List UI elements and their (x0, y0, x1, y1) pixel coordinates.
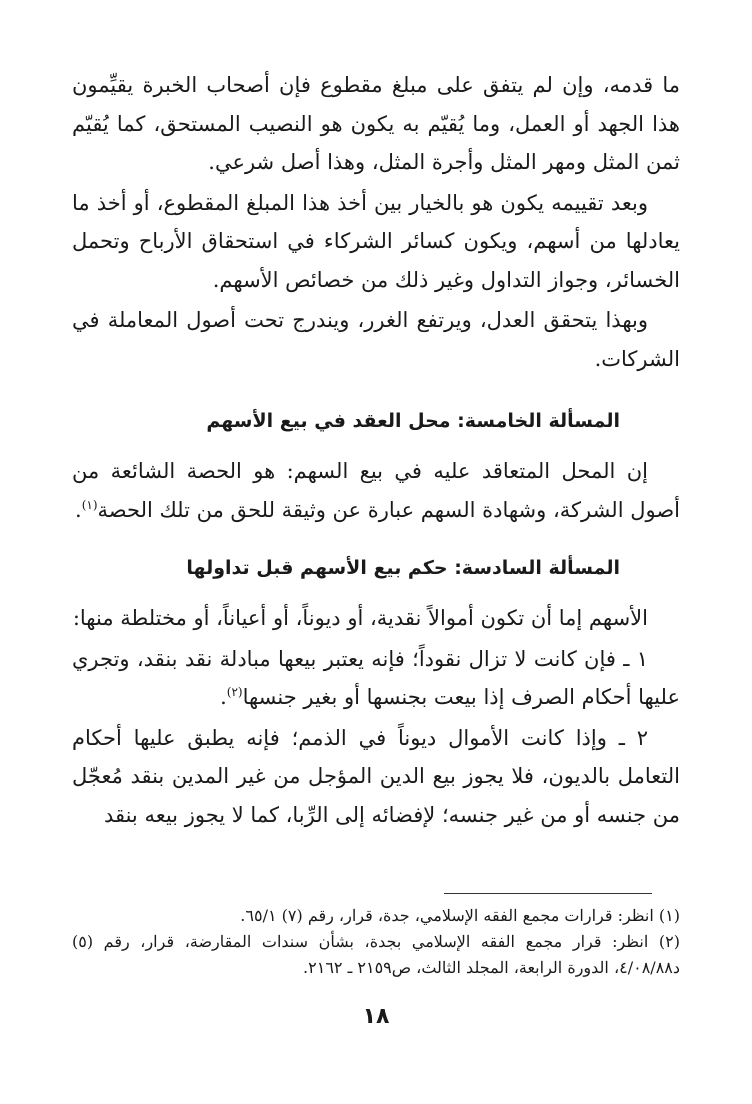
footnote-2: (٢) انظر: قرار مجمع الفقه الإسلامي بجدة، بشأن سندات المقارضة، قرار، رقم (٥) د٤/٠٨/٨٨، الدورة الرابعة، المجلد الثالث، ص٢١٥٩ ـ ٢١٦٢. (72, 932, 680, 977)
footnote-ref-1[interactable]: (١) (81, 497, 98, 512)
footnotes (72, 903, 680, 981)
paragraph-4-end: . (75, 497, 82, 522)
paragraph-2: وبعد تقييمه يكون هو بالخيار بين أخذ هذا المبلغ المقطوع، أو أخذ ما يعادلها من أسهم، ويكون كسائر الشركاء في استحقاق الأرباح وتحمل الخسائر، وجواز التداول وغير ذلك من خصائص الأسهم. (72, 190, 680, 292)
section-heading-5: المسألة الخامسة: محل العقد في بيع الأسهم (206, 410, 620, 432)
footnote-1: (١) انظر: قرارات مجمع الفقه الإسلامي، جدة، قرار، رقم (٧) ٦٥/١. (240, 906, 680, 925)
footnote-separator (444, 893, 652, 894)
paragraph-4 (72, 452, 680, 529)
paragraph-5: الأسهم إما أن تكون أموالاً نقدية، أو ديوناً، أو أعياناً، أو مختلطة منها: (72, 606, 648, 630)
footnote-ref-2[interactable]: (٢) (226, 685, 243, 699)
paragraph-6-text: ١ ـ فإن كانت لا تزال نقوداً؛ فإنه يعتبر بيعها مبادلة نقد بنقد، وتجري عليها أحكام الصرف إذا بيعت بجنسها أو بغير جنسها (72, 646, 680, 709)
page-body (72, 66, 680, 834)
paragraph-6 (72, 640, 680, 717)
section-heading-6: المسألة السادسة: حكم بيع الأسهم قبل تداولها (186, 557, 620, 579)
paragraph-6-end: . (220, 685, 227, 709)
paragraph-7: ٢ ـ وإذا كانت الأموال ديوناً في الذمم؛ فإنه يطبق عليها أحكام التعامل بالديون، فلا يجوز بيع الدين المؤجل من غير المدين بنقد مُعجّل من جنسه أو من غير جنسه؛ لإفضائه إلى الرِّبا، كما لا يجوز بيعه بنقد (72, 725, 680, 827)
paragraph-4-text: إن المحل المتعاقد عليه في بيع السهم: هو الحصة الشائعة من أصول الشركة، وشهادة السهم عبارة عن وثيقة للحق من تلك الحصة (72, 459, 680, 522)
page-number: ١٨ (362, 1004, 390, 1029)
paragraph-1: ما قدمه، وإن لم يتفق على مبلغ مقطوع فإن أصحاب الخبرة يقيِّمون هذا الجهد أو العمل، وما يُقيّم به يكون هو النصيب المستحق، كما يُقيّم ثمن المثل ومهر المثل وأجرة المثل، وهذا أصل شرعي. (72, 73, 680, 174)
paragraph-3: وبهذا يتحقق العدل، ويرتفع الغرر، ويندرج تحت أصول المعاملة في الشركات. (72, 308, 680, 371)
